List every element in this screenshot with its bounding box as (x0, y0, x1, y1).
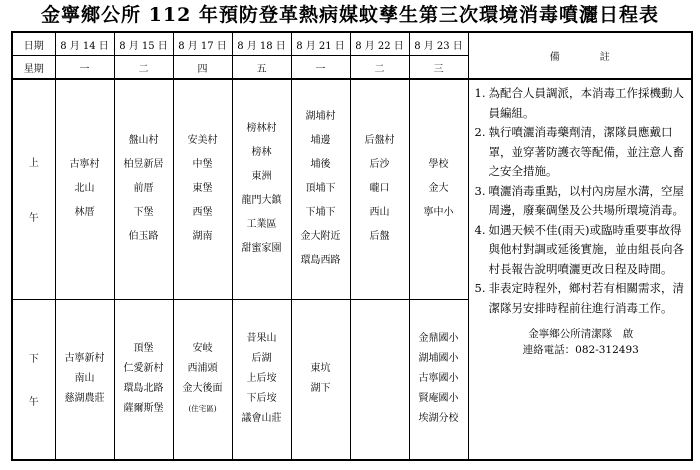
location-name: 金大 (428, 183, 449, 195)
location-name: 龍門大鎮 (241, 195, 282, 207)
note-number: 5. (474, 281, 486, 295)
location-name: 賢庵國小 (418, 393, 459, 405)
location-name: 嚨口 (369, 183, 390, 195)
location-name: 安美村 (187, 135, 218, 147)
note-item (475, 123, 688, 182)
location-name: 古寧村 (69, 159, 100, 171)
location-name: 薩爾斯堡 (123, 403, 164, 415)
afternoon-cell (55, 299, 114, 460)
location-name: 金大附近 (300, 231, 341, 243)
location-name: 下后垵 (246, 393, 277, 405)
note-number: 4. (474, 222, 486, 237)
note-text: 噴灑消毒重點，以村內房屋水溝，空屋周邊，廢棄碉堡及公共場所環境消毒。 (488, 183, 684, 217)
weekday-label: 星期 (12, 56, 55, 80)
location-name: 環島北路 (123, 383, 164, 395)
location-name: 伯玉路 (128, 231, 159, 243)
location-name: 埔邊 (310, 135, 331, 147)
morning-cell (232, 79, 291, 299)
location-name: 安岐 (192, 343, 213, 355)
morning-cell (409, 79, 468, 299)
location-name: 金鼎國小 (418, 333, 459, 345)
location-name: 寧中小 (423, 207, 454, 219)
afternoon-label (12, 299, 55, 460)
location-name: 西浦頭 (187, 363, 218, 375)
morning-cell (114, 79, 173, 299)
location-name: 湖下 (310, 383, 331, 395)
period-char: 午 (28, 397, 39, 409)
note-number: 3. (474, 183, 486, 198)
location-name: 后沙 (369, 159, 390, 171)
page-title: 金寧鄉公所 112 年預防登革熱病媒蚊孳生第三次環境消毒噴灑日程表 (41, 4, 659, 26)
date-label: 日期 (12, 32, 55, 56)
signature-phone: 連絡電話：082-312493 (522, 344, 639, 356)
note-number: 2. (474, 125, 486, 139)
morning-row (12, 79, 692, 299)
note-item (475, 182, 688, 221)
location-name: 榜林村 (246, 123, 277, 135)
date-cell: 8 月 14 日 (55, 32, 114, 56)
location-name: 林厝 (74, 207, 95, 219)
note-number: 1. (474, 86, 486, 100)
location-name: 柏昱新居 (123, 159, 164, 171)
note-text: 非表定時程外，鄉村若有相關需求，清潔隊另安排時程前往進行消毒工作。 (488, 281, 684, 315)
location-name: 東洲 (251, 171, 272, 183)
location-name: 下堡 (133, 207, 154, 219)
location-name: 環島西路 (300, 255, 341, 267)
location-name: 盤山村 (128, 135, 159, 147)
location-name: 埔後 (310, 159, 331, 171)
morning-cell (291, 79, 350, 299)
signature-org: 金寧鄉公所清潔隊 啟 (528, 328, 634, 340)
afternoon-cell (173, 299, 232, 460)
signature (475, 326, 688, 358)
location-name: 西山 (369, 207, 390, 219)
date-cell: 8 月 21 日 (291, 32, 350, 56)
location-name: 工業區 (246, 219, 277, 231)
afternoon-cell (350, 299, 409, 460)
location-name: 后盤 (369, 231, 390, 243)
location-name: 慈湖農莊 (64, 393, 105, 405)
location-name: 中堡 (192, 159, 213, 171)
location-name: 湖南 (192, 231, 213, 243)
location-name: 古寧國小 (418, 373, 459, 385)
note-item (475, 279, 688, 318)
weekday-cell: 五 (232, 56, 291, 80)
date-cell: 8 月 22 日 (350, 32, 409, 56)
location-name: 東坑 (310, 363, 331, 375)
note-text: 為配合人員調派，本消毒工作採機動人員編組。 (488, 86, 684, 120)
weekday-cell: 二 (350, 56, 409, 80)
location-name: 古寧新村 (64, 353, 105, 365)
afternoon-cell (232, 299, 291, 460)
note-item (475, 221, 688, 280)
location-name: 前厝 (133, 183, 154, 195)
remarks-cell (468, 79, 692, 460)
location-name: (住宅區) (188, 404, 217, 414)
location-name: 昔果山 (246, 333, 277, 345)
location-name: 西堡 (192, 207, 213, 219)
location-name: 仁愛新村 (123, 363, 164, 375)
note-text: 如遇天候不佳(雨天)或臨時重要事故得與他村對調或延後實施，並由組長向各村長報告說明噴灑更改日程及時間。 (488, 222, 684, 276)
location-name: 下埔下 (305, 207, 336, 219)
weekday-cell: 一 (55, 56, 114, 80)
location-name: 湖埔村 (305, 111, 336, 123)
location-name: 甜蜜家園 (241, 243, 282, 255)
date-cell: 8 月 18 日 (232, 32, 291, 56)
morning-cell (350, 79, 409, 299)
weekday-cell: 三 (409, 56, 468, 80)
location-name: 北山 (74, 183, 95, 195)
note-item (475, 84, 688, 123)
location-name: 東堡 (192, 183, 213, 195)
afternoon-cell (114, 299, 173, 460)
date-cell: 8 月 15 日 (114, 32, 173, 56)
afternoon-cell (409, 299, 468, 460)
morning-cell (173, 79, 232, 299)
location-name: 埃湖分校 (418, 413, 459, 425)
location-name: 后湖 (251, 353, 272, 365)
location-name: 頂堡 (133, 343, 154, 355)
date-cell: 8 月 17 日 (173, 32, 232, 56)
remarks-header: 備 註 (468, 32, 692, 79)
note-text: 執行噴灑消毒藥劑清，潔隊員應戴口罩，並穿著防護衣等配備，並注意人畜之安全措施。 (488, 125, 684, 178)
weekday-cell: 二 (114, 56, 173, 80)
morning-cell (55, 79, 114, 299)
date-cell: 8 月 23 日 (409, 32, 468, 56)
location-name: 后盤村 (364, 135, 395, 147)
location-name: 學校 (428, 159, 449, 171)
notes-list (475, 84, 688, 318)
location-name: 金大後面 (182, 383, 223, 395)
location-name: 頂埔下 (305, 183, 336, 195)
location-name: 榜林 (251, 147, 272, 159)
period-char: 下 (28, 354, 39, 366)
location-name: 湖埔國小 (418, 353, 459, 365)
location-name: 上后垵 (246, 373, 277, 385)
location-name: 南山 (74, 373, 95, 385)
weekday-cell: 一 (291, 56, 350, 80)
period-char: 上 (28, 158, 39, 170)
location-name: 議會山莊 (241, 413, 282, 425)
afternoon-cell (291, 299, 350, 460)
header-row (12, 32, 692, 56)
weekday-cell: 四 (173, 56, 232, 80)
schedule-table (11, 31, 693, 461)
morning-label (12, 79, 55, 299)
period-char: 午 (28, 213, 39, 225)
